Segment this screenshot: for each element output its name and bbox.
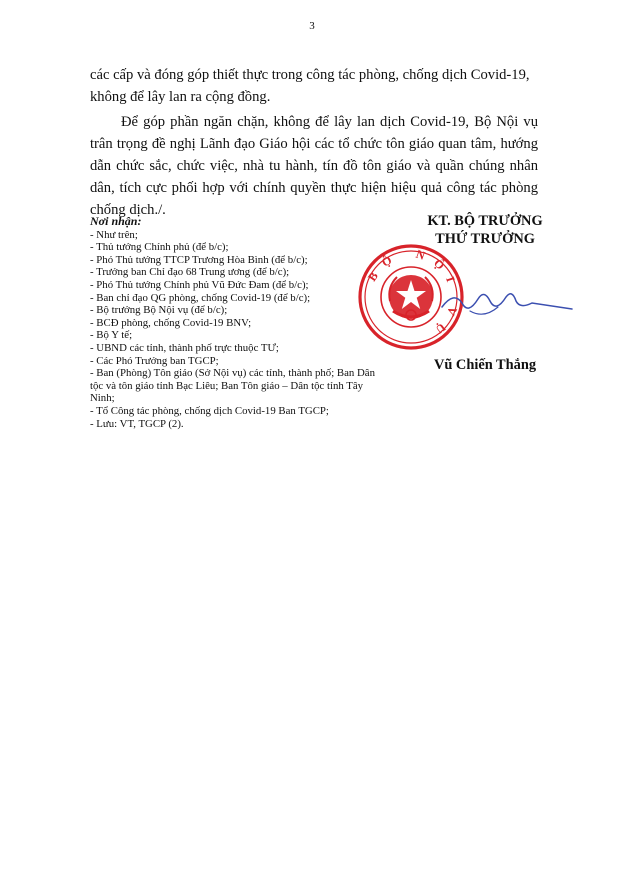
- recipient-item: - Bộ trưởng Bộ Nội vụ (để b/c);: [90, 304, 228, 317]
- handwritten-signature: [440, 285, 575, 325]
- recipient-item: - Ban (Phòng) Tôn giáo (Sở Nội vụ) các tỉnh, thành phố; Ban Dân tộc và tôn giáo tỉnh Bạc Liêu; Ban Tôn giáo – Dân tộc tỉnh Tây Ninh;: [90, 367, 375, 405]
- signature-title-line1: KT. BỘ TRƯỞNG: [427, 213, 543, 229]
- recipient-item: - Trưởng ban Chỉ đạo 68 Trung ương (để b/c);: [90, 266, 290, 279]
- recipient-item: - Phó Thủ tướng Chính phủ Vũ Đức Đam (để b/c);: [90, 278, 309, 291]
- recipients-list: [90, 229, 390, 431]
- signature-stroke-2: [470, 307, 498, 314]
- signature-title-line2: THỨ TRƯỞNG: [435, 231, 535, 247]
- page-number: 3: [309, 20, 315, 32]
- recipient-item: - Ban chỉ đạo QG phòng, chống Covid-19 (để b/c);: [90, 291, 311, 304]
- recipient-item: - UBND các tỉnh, thành phố trực thuộc TƯ;: [90, 341, 279, 354]
- recipient-item: - Bộ Y tế;: [90, 329, 133, 342]
- recipient-item: - Tổ Công tác phòng, chống dịch Covid-19 Ban TGCP;: [90, 404, 329, 417]
- recipients-title: Nơi nhận:: [90, 214, 142, 228]
- signature-stroke-1: [442, 294, 572, 309]
- body-paragraph-2: Để góp phần ngăn chặn, không để lây lan dịch Covid-19, Bộ Nội vụ trân trọng đề nghị Lãnh đạo Giáo hội các tổ chức tôn giáo quan tâm, hướng dẫn chức sắc, chức việc, nhà tu hành, tín đồ tôn giáo và quần chúng nhân dân, tích cực phối hợp với chính quyền thực hiện hiệu quả công tác phòng chống dịch./.: [90, 114, 538, 218]
- recipient-item: - Lưu: VT, TGCP (2).: [90, 417, 184, 430]
- recipient-item: - Như trên;: [90, 228, 138, 241]
- body-paragraph-1: các cấp và đóng góp thiết thực trong công tác phòng, chống dịch Covid-19, không để lây lan ra cộng đồng.: [90, 67, 530, 105]
- recipient-item: - Phó Thủ tướng TTCP Trương Hòa Bình (để b/c);: [90, 253, 308, 266]
- signer-name: Vũ Chiến Thắng: [433, 357, 537, 373]
- recipient-item: - BCĐ phòng, chống Covid-19 BNV;: [90, 316, 252, 329]
- recipient-item: - Thủ tướng Chính phủ (để b/c);: [90, 241, 229, 254]
- recipients-block: [90, 215, 390, 430]
- recipient-item: - Các Phó Trưởng ban TGCP;: [90, 354, 219, 367]
- seal-text-path: BỘ NỘI VỤ: [364, 246, 462, 343]
